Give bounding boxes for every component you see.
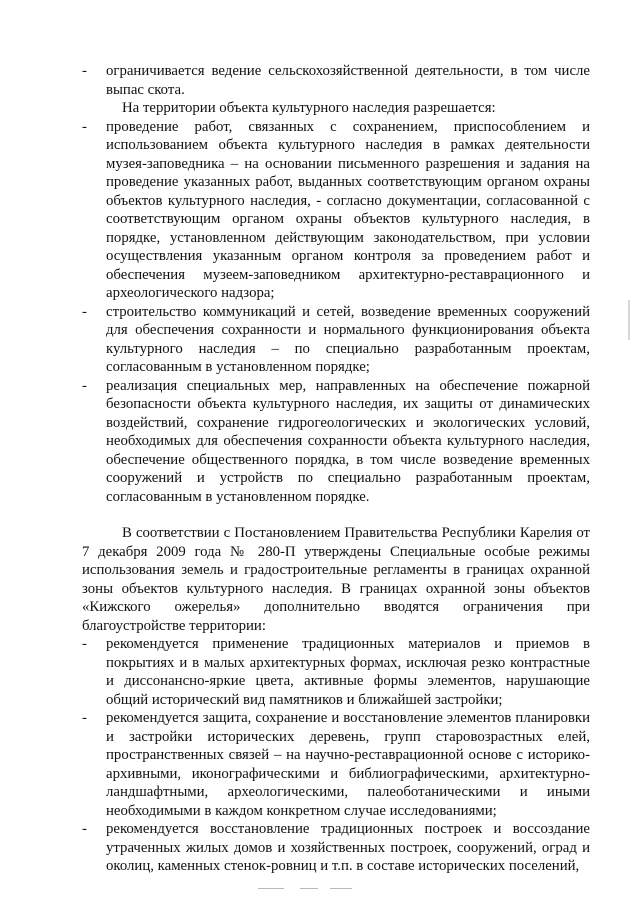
list-item	[82, 377, 590, 507]
scan-edge-mark	[628, 300, 630, 340]
list-item-text: ограничивается ведение сельскохозяйственной деятельности, в том числе выпас скота.	[106, 63, 590, 98]
bullet-dash: -	[82, 118, 87, 135]
list-item	[82, 820, 590, 876]
list-item-text: проведение работ, связанных с сохранением, приспособлением и использованием объекта культурного наследия в рамках деятельности музея-заповедника – на основании письменного разрешения и задания на проведение указанных работ, выданных соответствующим органом охраны объектов культурного наследия, - согласно документации, согласованной с соответствующим органом охраны объектов культурного наследия, в порядке, установленном действующим законодательством, при условии осуществления указанным органом контроля за проведением работ и обеспечения музеем-заповедником архитектурно-реставрационного и археологического надзора;	[106, 118, 590, 301]
scan-artifact-line	[258, 888, 284, 889]
bullet-dash: -	[82, 303, 87, 320]
list-item	[82, 62, 590, 99]
paragraph-gap	[82, 506, 590, 524]
bullet-dash: -	[82, 636, 87, 652]
scan-artifact-line	[330, 888, 352, 889]
scan-artifact-line	[300, 888, 318, 889]
bullet-dash: -	[82, 710, 87, 726]
list-item-text: рекомендуется защита, сохранение и восстановление элементов планировки и застройки исторических деревень, групп старовозрастных елей, пространственных связей – на научно-реставрационной основе с историко-архивными, иконографическими и библиографическими, архитектурно-ландшафтными, археологическими, палеоботаническими и иными необходимыми в каждом конкретном случае исследованиями;	[106, 710, 590, 819]
list-item	[82, 709, 590, 820]
list-item-text: рекомендуется восстановление традиционных построек и воссоздание утраченных жилых домов и хозяйственных построек, сооружений, оград и околиц, каменных стенок-ровниц и т.п. в составе исторических поселений,	[106, 821, 590, 874]
list-item	[82, 635, 590, 709]
list-item-text: реализация специальных мер, направленных на обеспечение пожарной безопасности объекта культурного наследия, их защиты от динамических воздействий, сохранение гидрогеологических и экологических условий, необходимых для обеспечения сохранности объекта культурного наследия, обеспечение общественного порядка, в том числе возведение временных сооружений и устройств по специально разработанным проектам, согласованным в установленном порядке.	[106, 377, 590, 505]
list-item-text: рекомендуется применение традиционных материалов и приемов в покрытиях и в малых архитектурных формах, исключая резко контрастные и диссонансно-яркие цвета, активные формы элементов, нарушающие общий исторический вид памятников и ближайшей застройки;	[106, 636, 590, 708]
bullet-dash: -	[82, 821, 87, 837]
bullet-dash: -	[82, 377, 87, 394]
list-item-text: строительство коммуникаций и сетей, возведение временных сооружений для обеспечения сохранности и нормального функционирования объекта культурного наследия – по специально разработанным проектам, согласованным в установленном порядке;	[106, 303, 590, 375]
paragraph: На территории объекта культурного наследия разрешается:	[122, 100, 496, 116]
bullet-dash: -	[82, 63, 87, 79]
list-item	[82, 118, 590, 303]
list-item	[82, 303, 590, 377]
document-body	[82, 62, 590, 876]
paragraph: В соответствии с Постановлением Правительства Республики Карелия от 7 декабря 2009 года № 280-П утверждены Специальные особые режимы использования земель и градостроительные регламенты в границах охранной зоны объектов культурного наследия. В границах охранной зоны объектов «Кижского ожерелья» дополнительно вводятся ограничения при благоустройстве территории:	[82, 525, 590, 634]
